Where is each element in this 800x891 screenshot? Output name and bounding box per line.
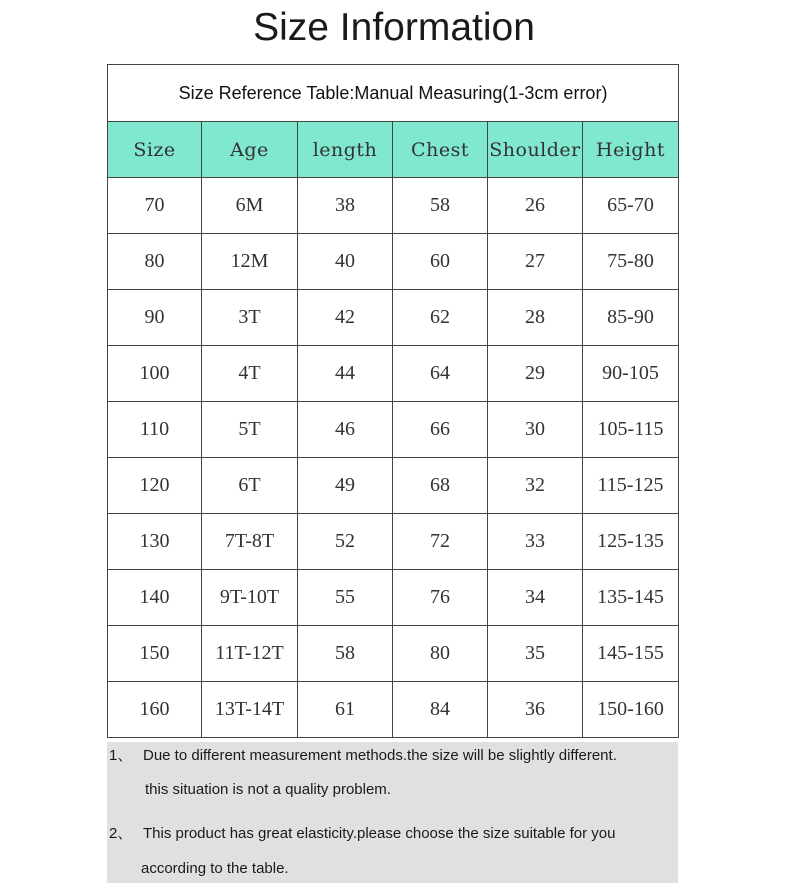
cell-height: 75-80 — [583, 234, 679, 290]
cell-shoulder: 35 — [488, 626, 583, 682]
cell-shoulder: 33 — [488, 514, 583, 570]
column-header-length: length — [298, 122, 393, 178]
table-row — [108, 290, 679, 346]
cell-height: 85-90 — [583, 290, 679, 346]
table-row — [108, 178, 679, 234]
cell-shoulder: 30 — [488, 402, 583, 458]
note-2-number: 2、 — [109, 825, 133, 842]
cell-age: 6T — [202, 458, 298, 514]
notes-panel — [107, 742, 678, 883]
table-row — [108, 626, 679, 682]
column-header-age: Age — [202, 122, 298, 178]
table-row — [108, 346, 679, 402]
note-2-line-2: according to the table. — [141, 860, 289, 877]
table-row — [108, 514, 679, 570]
cell-size: 70 — [108, 178, 202, 234]
size-reference-table — [107, 64, 679, 738]
cell-age: 9T-10T — [202, 570, 298, 626]
cell-length: 40 — [298, 234, 393, 290]
cell-length: 55 — [298, 570, 393, 626]
cell-size: 130 — [108, 514, 202, 570]
cell-height: 115-125 — [583, 458, 679, 514]
cell-chest: 76 — [393, 570, 488, 626]
table-body — [108, 178, 679, 738]
cell-size: 80 — [108, 234, 202, 290]
cell-chest: 62 — [393, 290, 488, 346]
cell-age: 13T-14T — [202, 682, 298, 738]
note-2-line-1 — [109, 822, 615, 843]
cell-length: 58 — [298, 626, 393, 682]
cell-shoulder: 28 — [488, 290, 583, 346]
cell-chest: 60 — [393, 234, 488, 290]
cell-height: 135-145 — [583, 570, 679, 626]
cell-height: 145-155 — [583, 626, 679, 682]
cell-shoulder: 29 — [488, 346, 583, 402]
cell-height: 105-115 — [583, 402, 679, 458]
cell-chest: 68 — [393, 458, 488, 514]
note-1-line-1 — [109, 744, 617, 765]
cell-size: 120 — [108, 458, 202, 514]
cell-chest: 64 — [393, 346, 488, 402]
cell-length: 38 — [298, 178, 393, 234]
cell-length: 46 — [298, 402, 393, 458]
cell-chest: 72 — [393, 514, 488, 570]
note-1-line-2: this situation is not a quality problem. — [145, 781, 391, 798]
cell-size: 150 — [108, 626, 202, 682]
table-row — [108, 458, 679, 514]
cell-length: 52 — [298, 514, 393, 570]
cell-shoulder: 34 — [488, 570, 583, 626]
cell-height: 65-70 — [583, 178, 679, 234]
cell-chest: 80 — [393, 626, 488, 682]
cell-age: 11T-12T — [202, 626, 298, 682]
cell-length: 61 — [298, 682, 393, 738]
table-row — [108, 570, 679, 626]
table-row — [108, 234, 679, 290]
column-header-size: Size — [108, 122, 202, 178]
cell-age: 6M — [202, 178, 298, 234]
column-header-chest: Chest — [393, 122, 488, 178]
table-row — [108, 682, 679, 738]
table-caption: Size Reference Table:Manual Measuring(1-3cm error) — [108, 65, 679, 122]
cell-chest: 58 — [393, 178, 488, 234]
cell-age: 7T-8T — [202, 514, 298, 570]
cell-length: 44 — [298, 346, 393, 402]
cell-shoulder: 26 — [488, 178, 583, 234]
cell-shoulder: 32 — [488, 458, 583, 514]
cell-size: 110 — [108, 402, 202, 458]
cell-age: 5T — [202, 402, 298, 458]
cell-size: 140 — [108, 570, 202, 626]
note-1-text: Due to different measurement methods.the size will be slightly different. — [143, 747, 617, 764]
cell-height: 125-135 — [583, 514, 679, 570]
cell-chest: 84 — [393, 682, 488, 738]
cell-size: 100 — [108, 346, 202, 402]
table-caption-row — [108, 65, 679, 122]
cell-age: 3T — [202, 290, 298, 346]
note-2-text: This product has great elasticity.please choose the size suitable for you — [143, 825, 616, 842]
cell-age: 12M — [202, 234, 298, 290]
cell-shoulder: 36 — [488, 682, 583, 738]
cell-age: 4T — [202, 346, 298, 402]
cell-length: 49 — [298, 458, 393, 514]
cell-height: 90-105 — [583, 346, 679, 402]
cell-height: 150-160 — [583, 682, 679, 738]
table-header-row — [108, 122, 679, 178]
note-1-number: 1、 — [109, 747, 133, 764]
column-header-height: Height — [583, 122, 679, 178]
cell-chest: 66 — [393, 402, 488, 458]
page-title: Size Information — [253, 6, 535, 49]
cell-size: 90 — [108, 290, 202, 346]
table-row — [108, 402, 679, 458]
cell-length: 42 — [298, 290, 393, 346]
cell-size: 160 — [108, 682, 202, 738]
column-header-shoulder: Shoulder — [488, 122, 583, 178]
cell-shoulder: 27 — [488, 234, 583, 290]
